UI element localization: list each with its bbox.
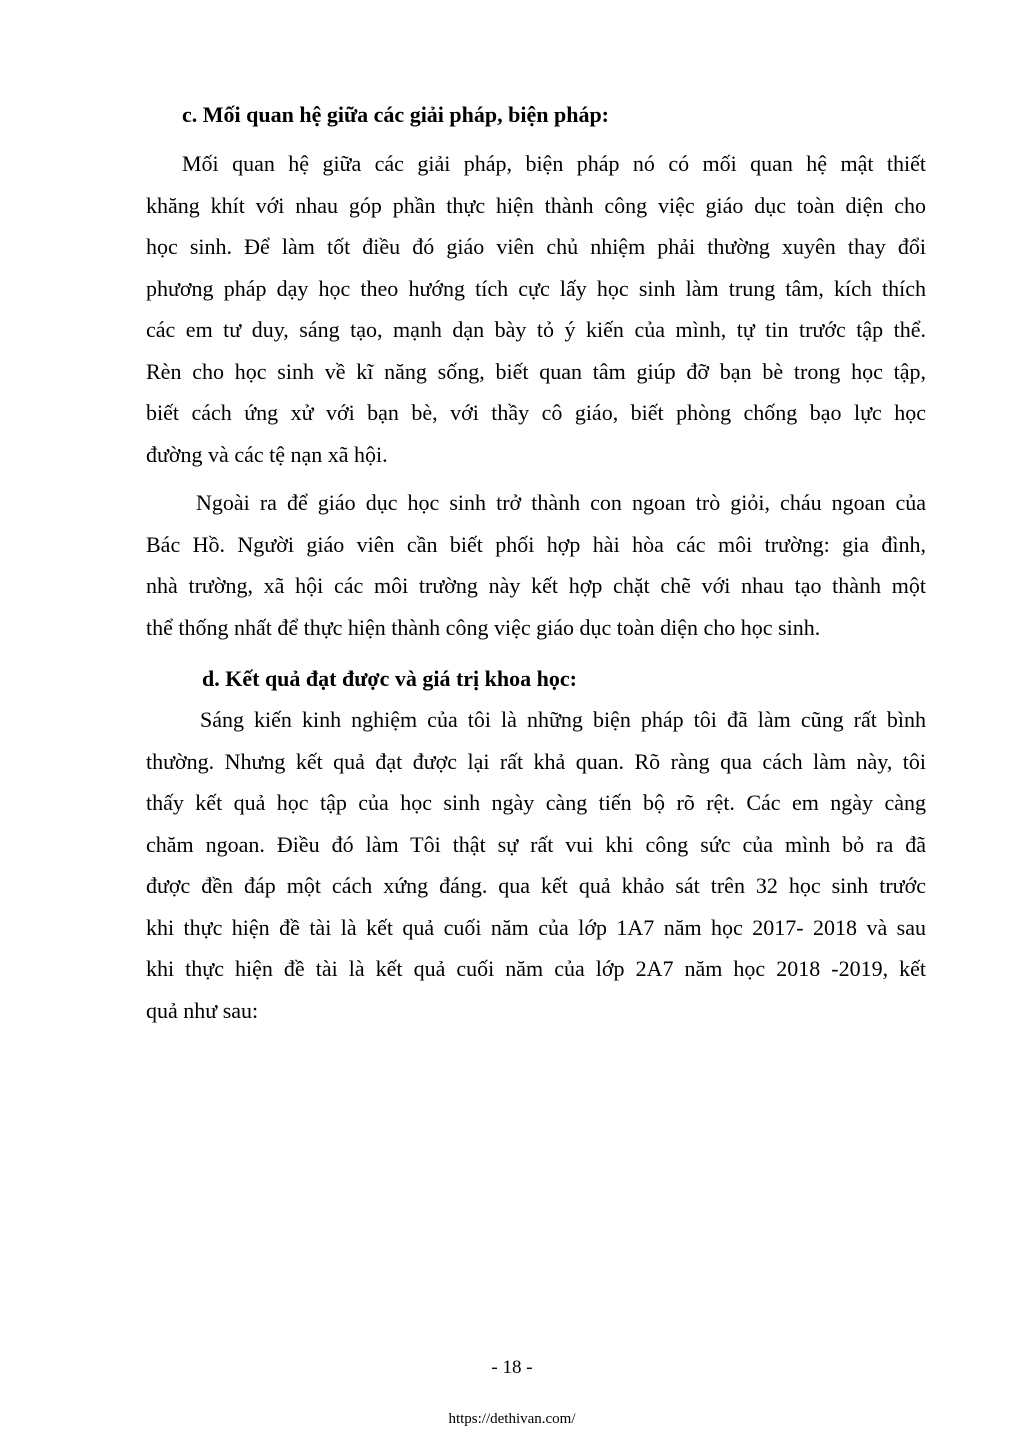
text-line: thường. Nhưng kết quả đạt được lại rất khả quan. Rõ ràng qua cách làm này, tôi <box>146 748 926 774</box>
page-number: - 18 - <box>491 1357 533 1378</box>
text-line: nhà trường, xã hội các môi trường này kết hợp chặt chẽ với nhau tạo thành một <box>146 573 926 598</box>
text-line: Bác Hồ. Người giáo viên cần biết phối hợp hài hòa các môi trường: gia đình, <box>146 531 926 557</box>
text-line: thấy kết quả học tập của học sinh ngày càng tiến bộ rõ rệt. Các em ngày càng <box>146 790 926 815</box>
text-line: biết cách ứng xử với bạn bè, với thầy cô giáo, biết phòng chống bạo lực học <box>146 400 926 425</box>
text-line: quả như sau: <box>146 997 259 1023</box>
text-line: đường và các tệ nạn xã hội. <box>146 441 388 467</box>
section-c-paragraph-1 <box>146 143 926 475</box>
text-line: Mối quan hệ giữa các giải pháp, biện pháp nó có mối quan hệ mật thiết <box>182 151 926 176</box>
section-d-heading: d. Kết quả đạt được và giá trị khoa học: <box>202 666 577 691</box>
section-c-heading: c. Mối quan hệ giữa các giải pháp, biện pháp: <box>182 102 610 127</box>
section-c-paragraph-2 <box>146 482 926 648</box>
text-line: khăng khít với nhau góp phần thực hiện thành công việc giáo dục toàn diện cho <box>146 192 926 218</box>
section-d-paragraph-1 <box>146 699 926 1031</box>
text-line: thể thống nhất để thực hiện thành công việc giáo dục toàn diện cho học sinh. <box>146 614 821 640</box>
text-line: khi thực hiện đề tài là kết quả cuối năm của lớp 1A7 năm học 2017- 2018 và sau <box>146 914 926 940</box>
text-line: được đền đáp một cách xứng đáng. qua kết quả khảo sát trên 32 học sinh trước <box>146 873 926 898</box>
text-line: phương pháp dạy học theo hướng tích cực lấy học sinh làm trung tâm, kích thích <box>146 275 926 301</box>
text-line: khi thực hiện đề tài là kết quả cuối năm của lớp 2A7 năm học 2018 -2019, kết <box>146 956 926 981</box>
text-line: Rèn cho học sinh về kĩ năng sống, biết quan tâm giúp đỡ bạn bè trong học tập, <box>146 358 926 384</box>
text-line: Sáng kiến kinh nghiệm của tôi là những biện pháp tôi đã làm cũng rất bình <box>200 707 926 732</box>
text-line: học sinh. Để làm tốt điều đó giáo viên chủ nhiệm phải thường xuyên thay đổi <box>146 234 926 259</box>
text-line: Ngoài ra để giáo dục học sinh trở thành con ngoan trò giỏi, cháu ngoan của <box>196 490 926 515</box>
text-line: các em tư duy, sáng tạo, mạnh dạn bày tỏ ý kiến của mình, tự tin trước tập thể. <box>146 317 926 342</box>
text-line: chăm ngoan. Điều đó làm Tôi thật sự rất vui khi công sức của mình bỏ ra đã <box>146 831 926 857</box>
footer-url[interactable]: https://dethivan.com/ <box>448 1411 576 1427</box>
